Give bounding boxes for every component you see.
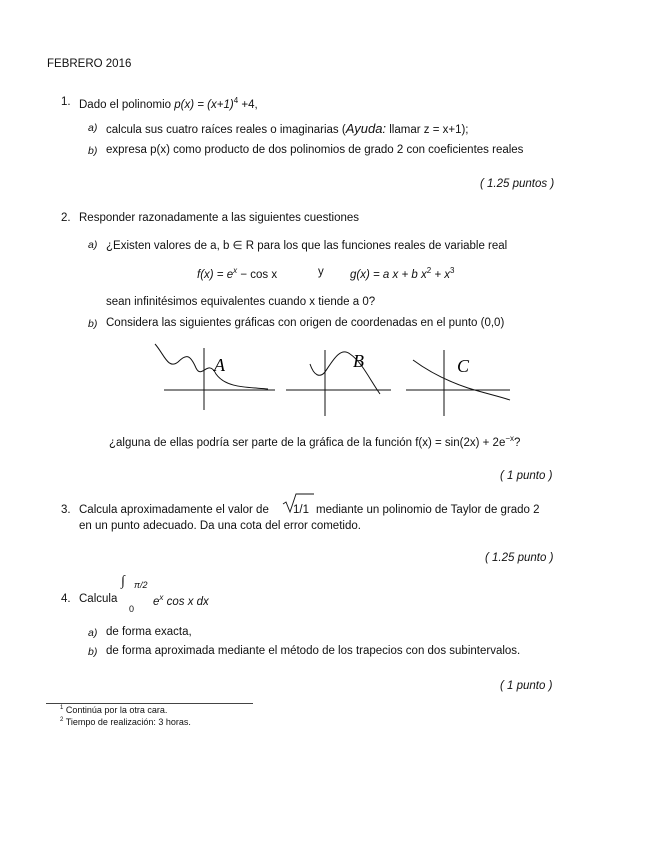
q2-graphs — [150, 338, 520, 418]
q2-f-formula: f(x) = e — [197, 268, 234, 281]
q2-f-function — [197, 266, 277, 281]
q4-b-text: de forma aproximada mediante el método de los trapecios con dos subintervalos. — [106, 645, 521, 657]
q4-a-label: a) — [88, 627, 98, 639]
q2-question — [109, 434, 520, 449]
q4-number: 4. — [61, 593, 71, 605]
q3-radicand: 1/1 — [293, 504, 309, 516]
q4-upper-limit: π/2 — [134, 580, 148, 590]
q4-integrand — [153, 593, 209, 608]
q2-f-exp: x — [233, 266, 238, 275]
q3-text2: en un punto adecuado. Da una cota del error cometido. — [79, 520, 361, 532]
q2-number: 2. — [61, 212, 71, 224]
q1-intro — [79, 96, 258, 111]
graph-a-curve — [155, 344, 268, 389]
graph-a-label: A — [214, 355, 225, 375]
q3-number: 3. — [61, 504, 71, 516]
q1-formula: p(x) = (x+1) — [174, 98, 234, 111]
q2-intro: Responder razonadamente a las siguientes cuestiones — [79, 212, 360, 224]
q1-b-text: expresa p(x) como producto de dos polinomios de grado 2 con coeficientes reales — [106, 144, 524, 156]
q1-intro-text: Dado el polinomio — [79, 98, 172, 111]
q2-question-end: ? — [514, 436, 521, 449]
footnote-2 — [60, 717, 191, 727]
q2-f-tail: − cos x — [240, 268, 278, 281]
integral-sign: ∫ — [121, 574, 125, 589]
graph-a — [155, 344, 275, 410]
q2-g-function — [350, 266, 454, 281]
footnote-1-mark: 1 — [60, 705, 64, 711]
q1-a-label: a) — [88, 122, 98, 134]
q2-g-mid: + x — [434, 268, 451, 281]
q4-integrand-base: e — [153, 595, 160, 608]
footnote-2-mark: 2 — [60, 717, 64, 723]
q4-integrand-exp: x — [159, 593, 164, 602]
q4-a-text: de forma exacta, — [106, 626, 192, 638]
footnote-1-text: Continúa por la otra cara. — [65, 705, 168, 715]
q2-b-label: b) — [88, 318, 98, 330]
q1-a-hint-label: Ayuda: — [345, 121, 387, 136]
q3-points: ( 1.25 punto ) — [485, 552, 554, 564]
q4-lower-limit: 0 — [129, 604, 135, 614]
q1-number: 1. — [61, 96, 71, 108]
graph-c — [406, 350, 510, 416]
q2-y-word: y — [318, 266, 324, 278]
q2-b-text: Considera las siguientes gráficas con origen de coordenadas en el punto (0,0) — [106, 317, 505, 329]
q1-b-label: b) — [88, 145, 98, 157]
q2-a-text2: sean infinitésimos equivalentes cuando x tiende a 0? — [106, 296, 376, 308]
q1-a-item — [106, 121, 469, 136]
q2-g-formula: g(x) = a x + b x — [350, 268, 427, 281]
q1-a-hint-text: llamar z = x+1); — [389, 124, 469, 136]
q2-g-exp2: 3 — [450, 266, 455, 275]
q3-text-pre: Calcula aproximadamente el valor de — [79, 504, 269, 516]
q2-points: ( 1 punto ) — [500, 470, 553, 482]
q1-a-text: calcula sus cuatro raíces reales o imaginarias ( — [106, 124, 346, 136]
q4-text-pre: Calcula — [79, 593, 118, 605]
footnote-1 — [60, 705, 167, 715]
graph-b — [286, 350, 391, 416]
footnote-divider — [46, 703, 253, 704]
q2-a-label: a) — [88, 239, 98, 251]
q3-text-post: mediante un polinomio de Taylor de grado 2 — [316, 504, 540, 516]
q2-question-exp: −x — [505, 434, 515, 443]
graph-b-curve — [310, 352, 380, 394]
q2-g-exp1: 2 — [426, 266, 432, 275]
q1-exponent: 4 — [233, 96, 239, 105]
q4-points: ( 1 punto ) — [500, 680, 553, 692]
exam-header: FEBRERO 2016 — [47, 58, 132, 70]
q2-question-text: ¿alguna de ellas podría ser parte de la gráfica de la función f(x) = sin(2x) + 2e — [109, 436, 506, 449]
q4-integrand-tail: cos x dx — [166, 595, 209, 608]
q1-formula-tail: +4, — [241, 98, 258, 111]
q2-a-text: ¿Existen valores de a, b ∈ R para los que las funciones reales de variable real — [106, 240, 508, 252]
q4-b-label: b) — [88, 646, 98, 658]
footnote-2-text: Tiempo de realización: 3 horas. — [65, 717, 191, 727]
graph-c-label: C — [457, 356, 470, 376]
graph-b-label: B — [353, 351, 364, 371]
q1-points: ( 1.25 puntos ) — [480, 178, 555, 190]
